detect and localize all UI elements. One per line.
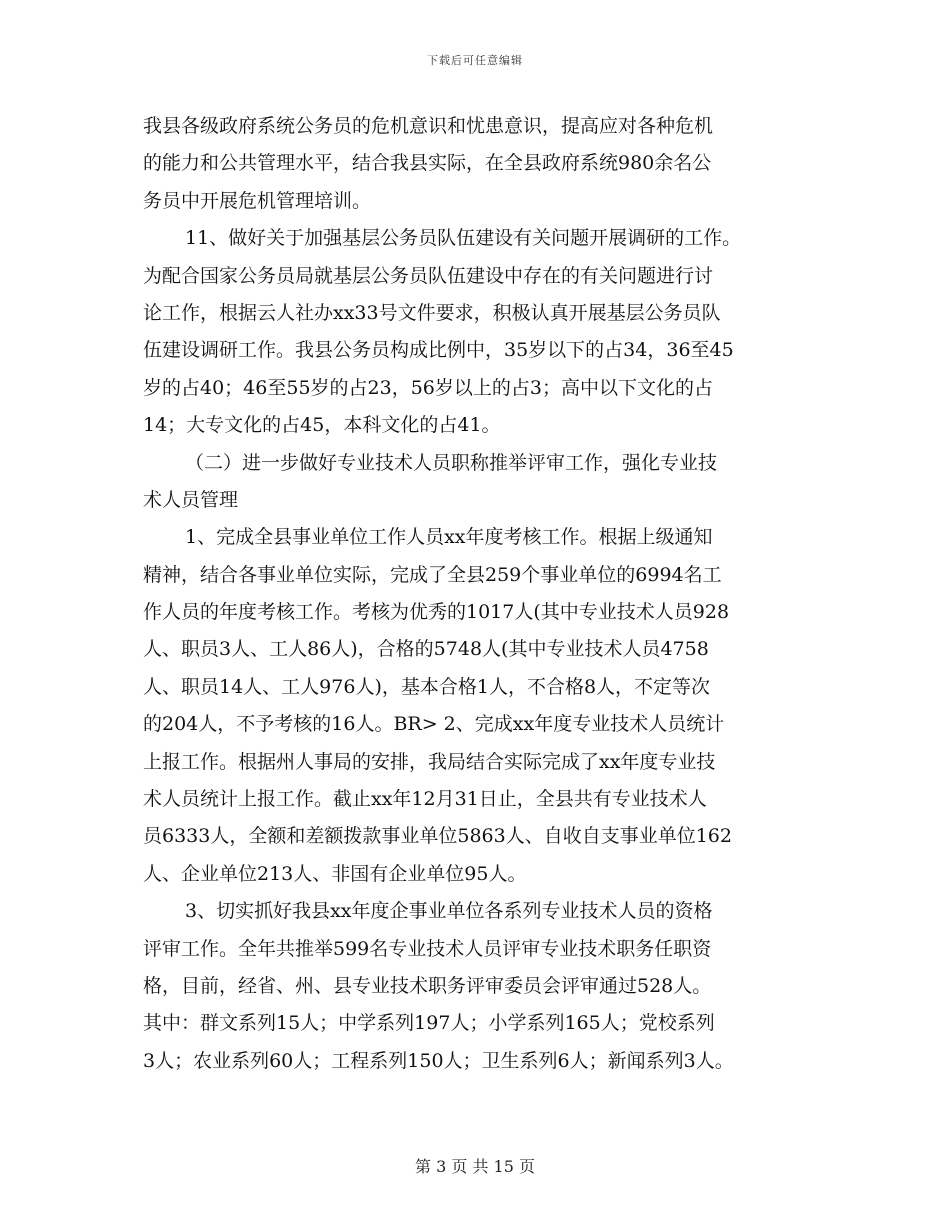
text-line: 11、做好关于加强基层公务员队伍建设有关问题开展调研的工作。 [185,227,742,250]
page-footer: 第 3 页 共 15 页 [415,1157,535,1176]
text-line: 评审工作。全年共推举599名专业技术人员评审专业技术职务任职资 [143,937,712,960]
document-body [143,108,823,1080]
text-line: 上报工作。根据州人事局的安排，我局结合实际完成了xx年度专业技 [143,750,716,773]
text-line: 人、职员3人、工人86人)，合格的5748人(其中专业技术人员4758 [143,638,709,661]
text-line: 格，目前，经省、州、县专业技术职务评审委员会评审通过528人。 [143,974,712,997]
text-line: 的能力和公共管理水平，结合我县实际，在全县政府系统980余名公 [143,152,712,175]
text-line: 务员中开展危机管理培训。 [143,189,372,212]
text-line: 伍建设调研工作。我县公务员构成比例中，35岁以下的占34，36至45 [143,339,734,362]
text-line: 精神，结合各事业单位实际，完成了全县259个事业单位的6994名工 [143,563,722,586]
text-line: 1、完成全县事业单位工作人员xx年度考核工作。根据上级通知 [185,526,713,549]
text-line: 作人员的年度考核工作。考核为优秀的1017人(其中专业技术人员928 [143,601,730,624]
text-line: 的204人，不予考核的16人。BR> 2、完成xx年度专业技术人员统计 [143,713,725,736]
text-line: 员6333人，全额和差额拨款事业单位5863人、自收自支事业单位162 [143,825,732,848]
text-line: 我县各级政府系统公务员的危机意识和忧患意识，提高应对各种危机 [143,115,714,137]
text-line: 论工作，根据云人社办xx33号文件要求，积极认真开展基层公务员队 [143,301,721,324]
text-line: 3、切实抓好我县xx年度企事业单位各系列专业技术人员的资格 [185,900,713,923]
text-line: 其中：群文系列15人；中学系列197人；小学系列165人；党校系列 [143,1012,715,1035]
text-line: 3人；农业系列60人；工程系列150人；卫生系列6人；新闻系列3人。 [143,1049,734,1072]
text-line: 人、企业单位213人、非国有企业单位95人。 [143,862,527,885]
text-line: 人、职员14人、工人976人)，基本合格1人，不合格8人，不定等次 [143,675,711,698]
text-line: 岁的占40；46至55岁的占23，56岁以上的占3；高中以下文化的占 [143,376,713,399]
page-header: 下载后可任意编辑 [427,54,523,67]
text-line: 术人员统计上报工作。截止xx年12月31日止，全县共有专业技术人 [143,788,707,811]
text-line: （二）进一步做好专业技术人员职称推举评审工作，强化专业技 [185,451,718,474]
text-line: 14；大专文化的占45，本科文化的占41。 [143,414,501,437]
text-line: 为配合国家公务员局就基层公务员队伍建设中存在的有关问题进行讨 [143,264,714,287]
text-line: 术人员管理 [143,488,239,511]
